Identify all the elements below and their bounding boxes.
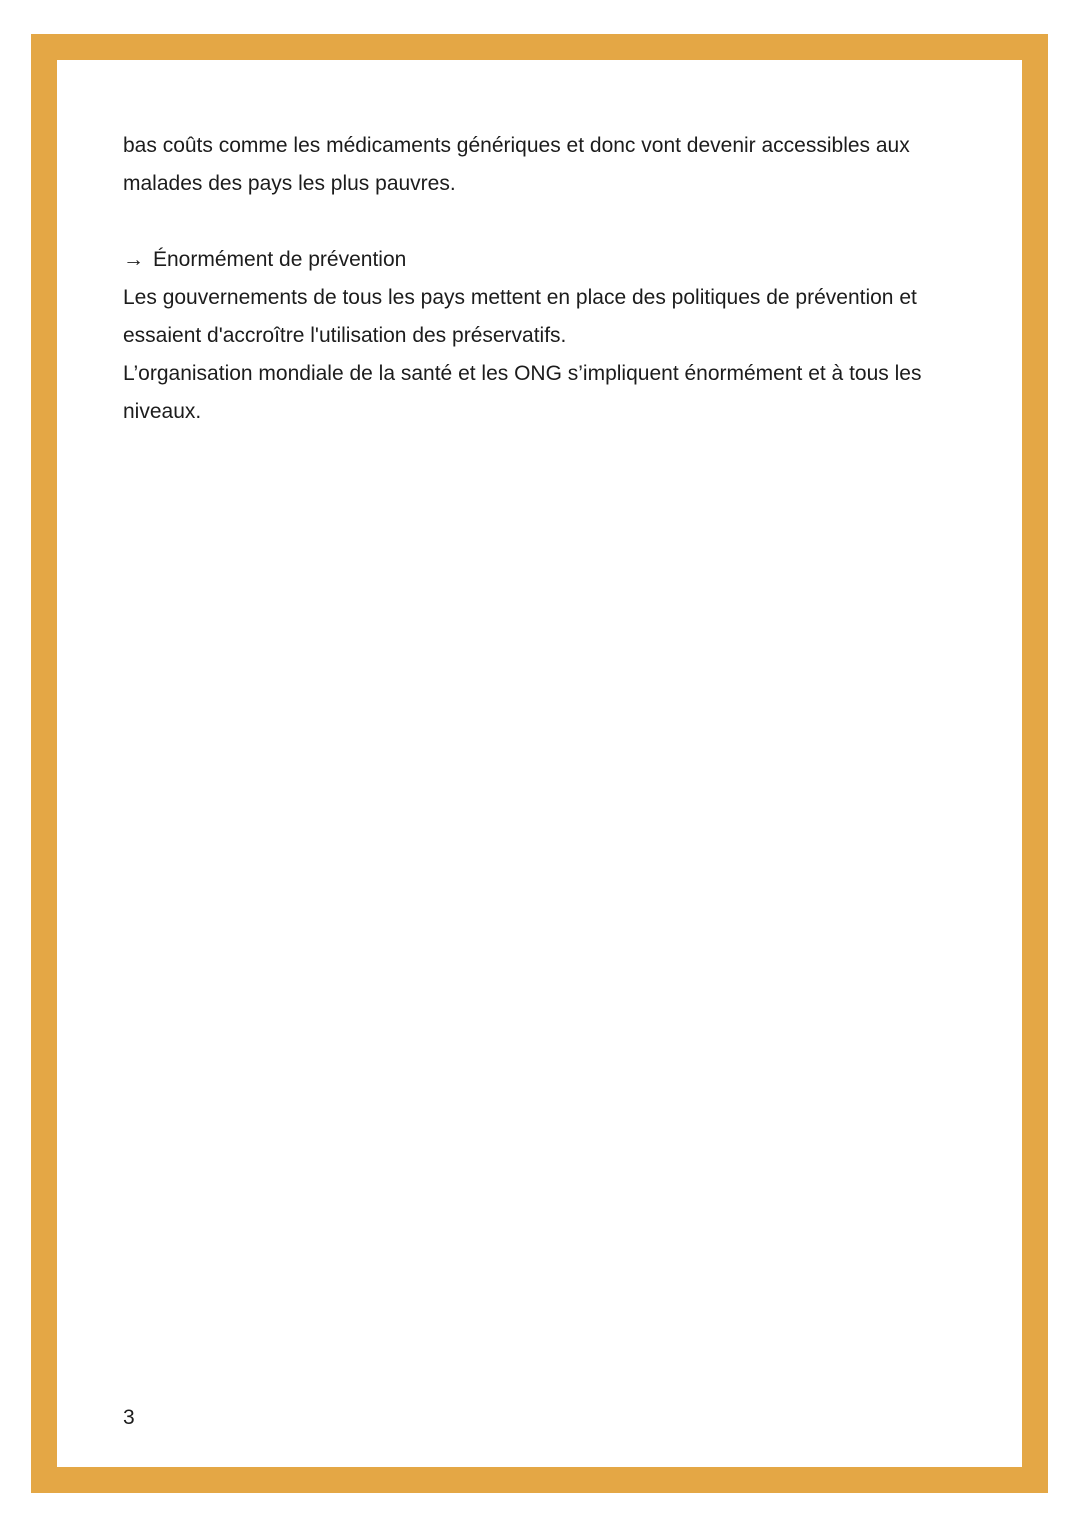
text-line: L’organisation mondiale de la santé et les ONG s’impliquent énormément et à tous les	[123, 362, 922, 385]
page-border-frame	[31, 34, 1048, 1493]
text-line: niveaux.	[123, 400, 202, 423]
paragraph	[123, 355, 967, 431]
text-block	[123, 127, 967, 431]
text-line: bas coûts comme les médicaments génériques et donc vont devenir accessibles aux	[123, 134, 910, 157]
paragraph	[123, 279, 967, 355]
page-content-area	[57, 60, 1022, 1467]
section-heading	[123, 241, 967, 279]
text-line: Les gouvernements de tous les pays mettent en place des politiques de prévention et	[123, 286, 917, 309]
section-heading-label: Énormément de prévention	[153, 248, 407, 271]
page-number: 3	[123, 1406, 135, 1429]
arrow-right-icon: →	[123, 248, 144, 271]
text-line: essaient d'accroître l'utilisation des préservatifs.	[123, 324, 567, 347]
paragraph	[123, 127, 967, 203]
text-line: malades des pays les plus pauvres.	[123, 172, 456, 195]
